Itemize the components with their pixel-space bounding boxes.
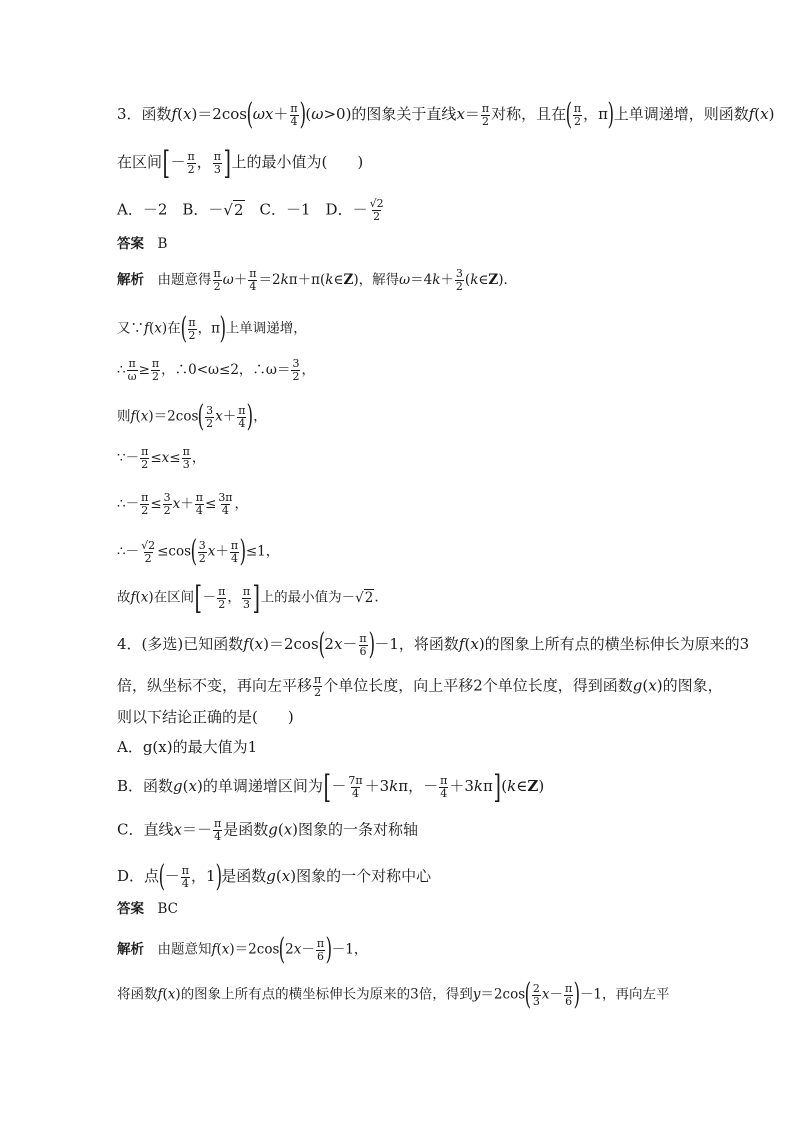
q4-option-c: C．直线x＝－ $\frac{\pi}{4}$ 是函数g(x)图象的一条对称轴 xyxy=(117,817,419,843)
q3-analysis-7: ∴－ $\frac{√2}{2}$ ≤cos( $\frac{3}{2}$ x＋ $\frac{\pi}{4}$ )≤1， xyxy=(117,534,280,569)
q4-answer: 答案 BC xyxy=(117,901,179,917)
q4-analysis-1: 解析 由题意知f(x)＝2cos(2x－ $\frac{\pi}{6}$ )－1， xyxy=(117,932,368,967)
q4-option-d: D．点(－ $\frac{\pi}{4}$ ，1)是函数g(x)图象的一个对称中心 xyxy=(117,859,432,894)
q4-analysis-2: 将函数f(x)的图象上所有点的横坐标伸长为原来的3倍，得到y＝2cos( $\frac{2}{3}$ x－ $\frac{\pi}{6}$ )－1，再向左平 xyxy=(117,977,670,1012)
q3-stem-line-2: 在区间[－ $\frac{\pi}{2}$ ， $\frac{\pi}{3}$ ]上的最小值为( ) xyxy=(117,144,364,182)
q3-analysis-8: 故f(x)在区间[－ $\frac{\pi}{2}$ ， $\frac{\pi}{3}$ ]上的最小值为－√2. xyxy=(117,579,379,617)
q4-stem-line-3: 则以下结论正确的是( ) xyxy=(117,708,294,726)
q3-analysis-3: ∴ $\frac{\pi}{\omega}$ ≥ $\frac{\pi}{2}$ ，∴0<ω≤2，∴ω＝ $\frac{3}{2}$ ， xyxy=(117,357,315,383)
q3-analysis-5: ∵－ $\frac{\pi}{2}$ ≤x≤ $\frac{\pi}{3}$ ， xyxy=(117,445,206,471)
q3-answer: 答案 B xyxy=(117,236,168,252)
q3-analysis-6: ∴－ $\frac{\pi}{2}$ ≤ $\frac{3}{2}$ x＋ $\frac{\pi}{4}$ ≤ $\frac{3\pi}{4}$ ， xyxy=(117,491,249,517)
q3-analysis-2: 又∵f(x)在( $\frac{\pi}{2}$ ，π)上单调递增， xyxy=(117,311,307,346)
q4-option-b: B．函数g(x)的单调递增区间为[－ $\frac{7\pi}{4}$ ＋3kπ，－ $\frac{\pi}{4}$ ＋3kπ](k∈Z) xyxy=(117,768,545,806)
q3-stem-line-1: 3．函数f(x)＝2cos(ωx＋ $\frac{\pi}{4}$ )(ω>0)的图象关于直线x＝ $\frac{\pi}{2}$ 对称，且在( $\frac{\pi}{2}$ ，π)上单调递增，则函数f(x) xyxy=(117,97,775,132)
q3-analysis-1: 解析 由题意得 $\frac{\pi}{2}$ ω＋ $\frac{\pi}{4}$ ＝2kπ＋π(k∈Z)，解得ω＝4k＋ $\frac{3}{2}$ (k∈Z)． xyxy=(117,267,518,293)
q4-stem-line-1: 4．(多选)已知函数f(x)＝2cos(2x－ $\frac{\pi}{6}$ )－1，将函数f(x)的图象上所有点的横坐标伸长为原来的3 xyxy=(117,627,750,662)
q3-analysis-4: 则f(x)＝2cos( $\frac{3}{2}$ x＋ $\frac{\pi}{4}$ )， xyxy=(117,399,267,434)
q3-options: A．－2 B．－√2 C．－1 D．－ $\frac{√2}{2}$ xyxy=(117,197,384,223)
q4-stem-line-2: 倍，纵坐标不变，再向左平移 $\frac{\pi}{2}$ 个单位长度，向上平移2个单位长度，得到函数g(x)的图象， xyxy=(117,673,723,699)
q4-option-a: A．g(x)的最大值为1 xyxy=(117,738,258,756)
